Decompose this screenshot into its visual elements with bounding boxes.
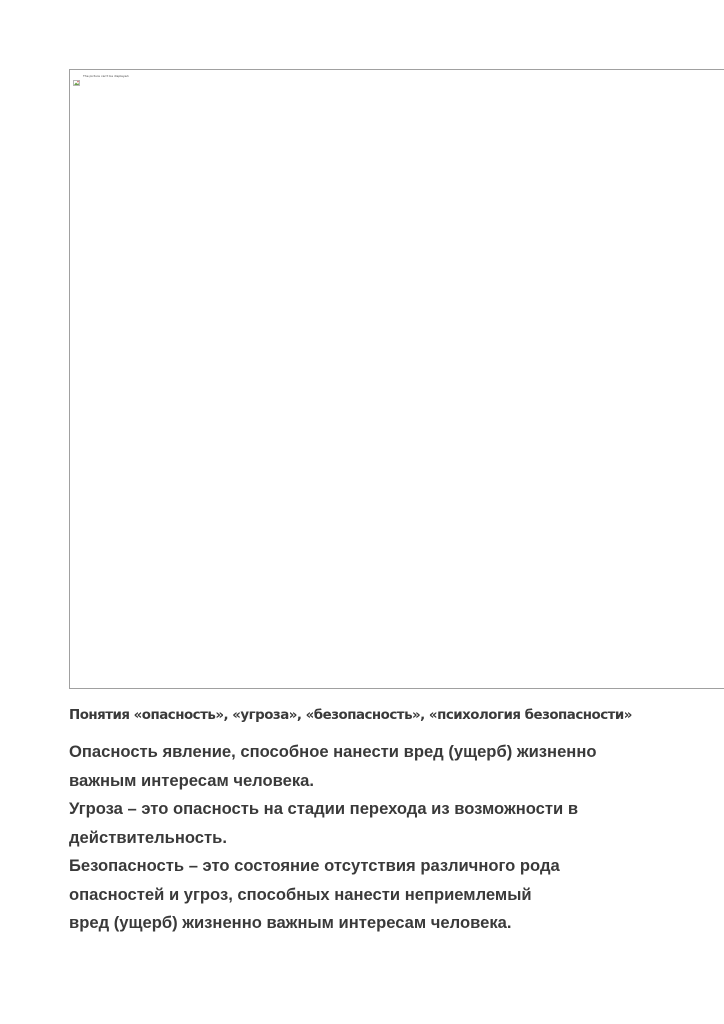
definition-line: вред (ущерб) жизненно важным интересам человека. (69, 913, 512, 932)
definition-line: важным интересам человека. (69, 770, 315, 790)
broken-image-indicator (73, 73, 129, 79)
broken-image-icon (73, 73, 80, 79)
definitions-block (69, 738, 709, 938)
definition-line: Опасность явление, способное нанести вред (ущерб) жизненно (69, 742, 597, 761)
image-placeholder-frame (69, 69, 724, 689)
definition-line: Безопасность – это состояние отсутствия различного рода (69, 856, 560, 875)
definition-line: действительность. (69, 827, 227, 847)
definition-line: Угроза – это опасность на стадии перехода из возможности в (69, 799, 579, 818)
definition-line: опасностей и угроз, способных нанести неприемлемый (69, 884, 532, 904)
section-heading: Понятия «опасность», «угроза», «безопасность», «психология безопасности» (69, 708, 632, 723)
broken-image-text: The picture can't be displayed. (83, 74, 130, 78)
